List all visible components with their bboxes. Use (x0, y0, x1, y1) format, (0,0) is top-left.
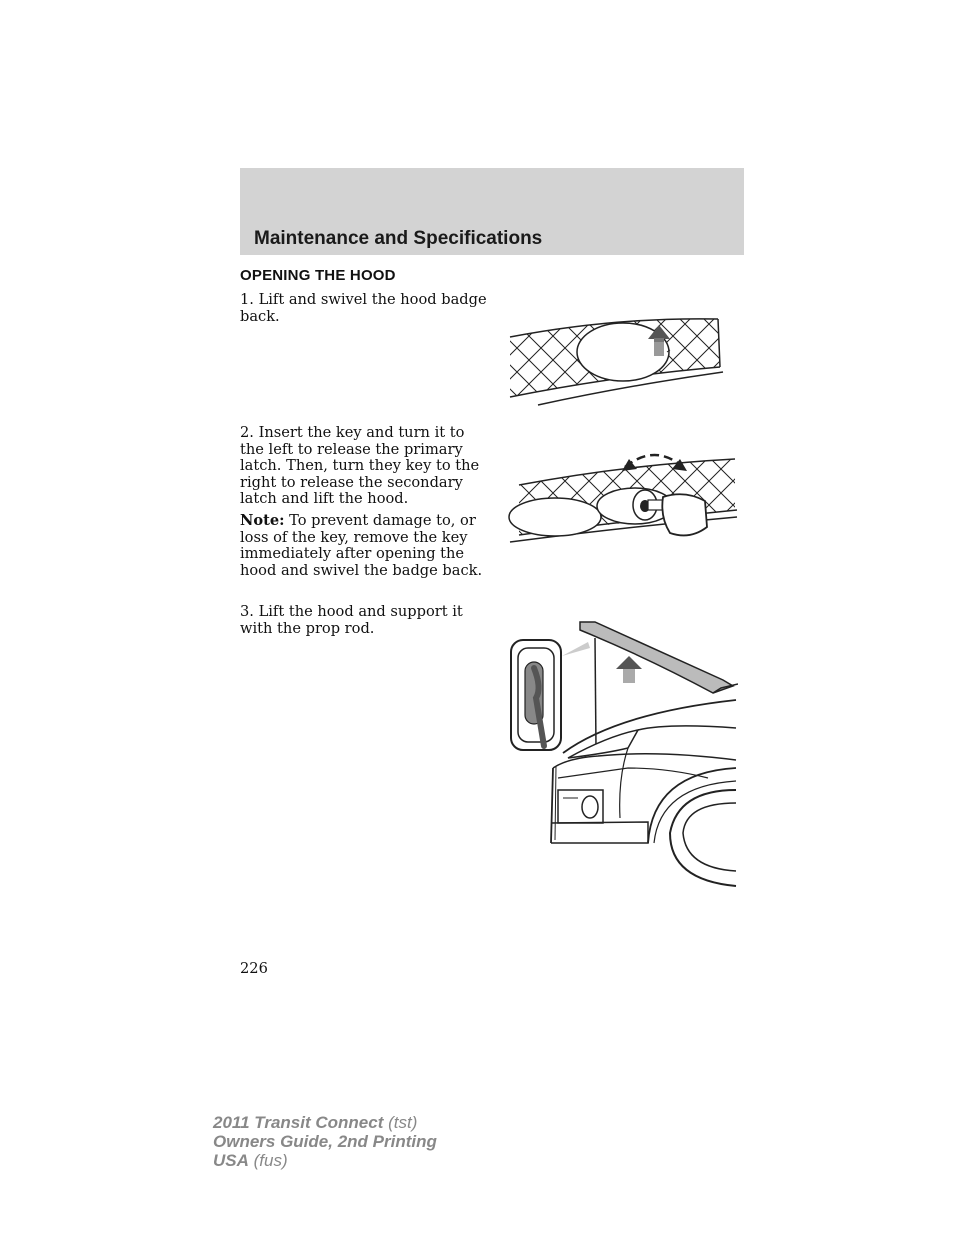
page-number: 226 (240, 960, 268, 977)
section-header-band (240, 168, 744, 255)
section-heading: OPENING THE HOOD (240, 267, 396, 284)
document-footer (213, 1113, 437, 1170)
step-1-text: 1. Lift and swivel the hood badge back. (240, 291, 487, 325)
footer-region-code: (fus) (248, 1151, 288, 1170)
key-turn-latch-illustration (505, 445, 740, 555)
footer-line-3 (213, 1151, 437, 1170)
note-paragraph (240, 513, 492, 579)
step-2-text: 2. Insert the key and turn it to the left to release the primary latch. Then, turn they key to the right to release the secondary latch and lift the hood. (240, 424, 480, 507)
hood-badge-lift-illustration (505, 312, 740, 410)
footer-region: USA (213, 1151, 249, 1170)
footer-line-2: Owners Guide, 2nd Printing (213, 1132, 437, 1151)
footer-line-1 (213, 1113, 437, 1132)
note-label: Note: (240, 512, 285, 529)
chapter-title: Maintenance and Specifications (254, 228, 543, 249)
footer-model: 2011 Transit Connect (213, 1113, 384, 1132)
hood-prop-rod-illustration (508, 618, 738, 890)
footer-model-code: (tst) (383, 1113, 418, 1132)
note-text: To prevent damage to, or loss of the key, remove the key immediately after opening the hood and swivel the badge back. (240, 512, 483, 579)
step-3-text: 3. Lift the hood and support it with the prop rod. (240, 603, 463, 637)
